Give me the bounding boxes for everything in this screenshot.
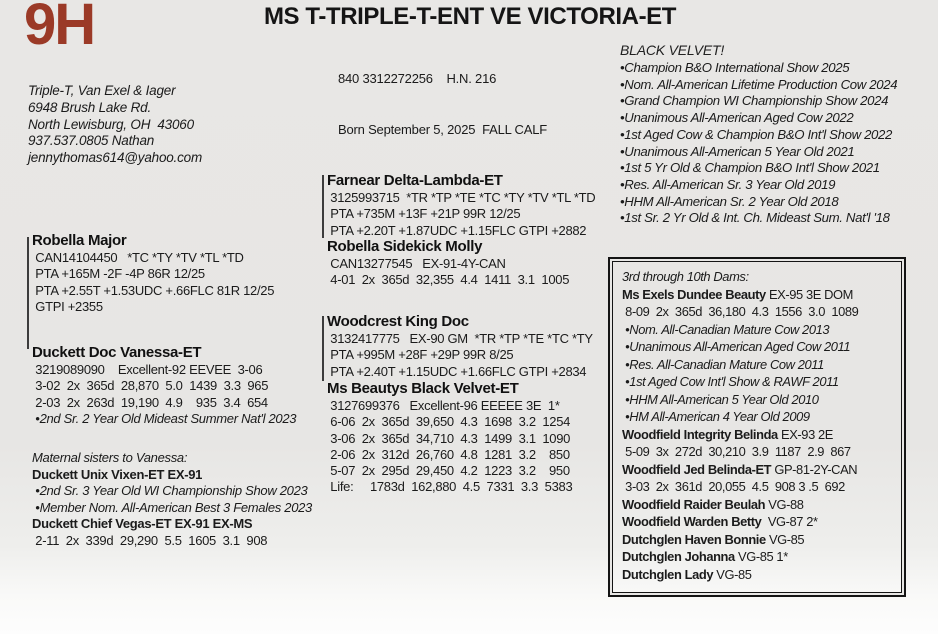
text-line: Dutchglen Haven Bonnie VG-85: [622, 531, 805, 547]
text-line: CAN13277545 EX-91-4Y-CAN: [327, 256, 506, 271]
birth-date-line: Born September 5, 2025 FALL CALF: [338, 122, 547, 137]
animal-name: Farnear Delta-Lambda-ET: [327, 172, 503, 189]
text-line: 2-03 2x 263d 19,190 4.9 935 3.4 654: [32, 394, 268, 410]
pedigree-bracket-line-dam-sire: [322, 316, 324, 381]
text-line: •2nd Sr. 2 Year Old Mideast Summer Nat'l 2023: [32, 410, 297, 426]
text-line: 3-03 2x 361d 20,055 4.5 908 3 .5 692: [622, 479, 845, 494]
pedigree-bracket-line-sire: [322, 175, 324, 238]
text-line: Triple-T, Van Exel & Iager: [28, 83, 176, 98]
text-line: 3127699376 Excellent-96 EEEEE 3E 1*: [327, 398, 560, 413]
text-line: PTA +2.40T +1.15UDC +1.66FLC GTPI +2834: [327, 363, 587, 379]
text-line: GTPI +2355: [32, 298, 103, 314]
text-line: 2-06 2x 312d 26,760 4.8 1281 3.2 850: [327, 446, 570, 462]
animal-name: Woodcrest King Doc: [327, 313, 469, 330]
text-line: 3-06 2x 365d 34,710 4.3 1499 3.1 1090: [327, 430, 571, 446]
animal-name-title: MS T-TRIPLE-T-ENT VE VICTORIA-ET: [263, 3, 677, 30]
text-line: PTA +165M -2F -4P 86R 12/25: [32, 266, 205, 282]
text-line: 3219089090 Excellent-92 EEVEE 3-06: [32, 362, 263, 377]
text-line: 3rd through 10th Dams:: [622, 269, 749, 284]
pedigree-block-sidekick-molly: [327, 238, 569, 289]
text-line: Life: 1783d 162,880 4.5 7331 3.3 5383: [327, 479, 573, 495]
pedigree-block-king-doc: [327, 313, 593, 380]
text-line: •Nom. All-Canadian Mature Cow 2013: [622, 321, 830, 337]
registration-block: [338, 36, 547, 172]
text-line: PTA +2.20T +1.87UDC +1.15FLC GTPI +2882: [327, 222, 587, 238]
text-line: Woodfield Warden Betty VG-87 2*: [622, 514, 818, 529]
highlights-heading: BLACK VELVET!: [620, 42, 725, 58]
animal-name: Duckett Doc Vanessa-ET: [32, 344, 202, 361]
text-line: •Unanimous All-American Aged Cow 2022: [620, 110, 854, 126]
highlights-list: [620, 60, 897, 227]
text-line: 6-06 2x 365d 39,650 4.3 1698 3.2 1254: [327, 414, 571, 430]
text-line: •1st 5 Yr Old & Champion B&O Int'l Show 2021: [620, 160, 880, 176]
pedigree-block-duckett-vanessa: [32, 344, 296, 427]
text-line: •Nom. All-American Lifetime Production Cow 2024: [620, 76, 898, 92]
pedigree-block-black-velvet: [327, 380, 572, 496]
text-line: •1st Sr. 2 Yr Old & Int. Ch. Mideast Sum. Nat'l '18: [620, 210, 890, 226]
text-line: •Unanimous All-American 5 Year Old 2021: [620, 143, 855, 159]
text-line: Woodfield Integrity Belinda EX-93 2E: [622, 426, 833, 442]
text-line: 2-11 2x 339d 29,290 5.5 1605 3.1 908: [32, 532, 268, 548]
text-line: •1st Aged Cow & Champion B&O Int'l Show 2022: [620, 126, 893, 142]
text-line: •Grand Champion WI Championship Show 2024: [620, 93, 889, 109]
text-line: •HHM All-American Sr. 2 Year Old 2018: [620, 193, 839, 209]
text-line: Ms Exels Dundee Beauty EX-95 3E DOM: [622, 286, 854, 302]
text-line: Dutchglen Johanna VG-85 1*: [622, 549, 788, 564]
text-line: jennythomas614@yahoo.com: [28, 150, 203, 166]
text-line: PTA +995M +28F +29P 99R 8/25: [327, 347, 514, 363]
text-line: •1st Aged Cow Int'l Show & RAWF 2011: [622, 374, 839, 389]
animal-name: Ms Beautys Black Velvet-ET: [327, 380, 519, 397]
text-line: Duckett Chief Vegas-ET EX-91 EX-MS: [32, 516, 253, 531]
text-line: •HHM All-American 5 Year Old 2010: [622, 391, 819, 407]
pedigree-block-robella-major: [32, 232, 274, 315]
text-line: North Lewisburg, OH 43060: [28, 116, 194, 132]
text-line: 937.537.0805 Nathan: [28, 133, 155, 149]
text-line: •HM All-American 4 Year Old 2009: [622, 409, 810, 424]
pedigree-block-farnear: [327, 172, 595, 239]
text-line: 4-01 2x 365d 32,355 4.4 1411 3.1 1005: [327, 272, 570, 288]
pedigree-bracket-line-left: [27, 237, 29, 349]
registration-number-line: 840 3312272256 H.N. 216: [338, 71, 497, 86]
animal-name: Robella Major: [32, 232, 127, 249]
text-line: 3132417775 EX-90 GM *TR *TP *TE *TC *TY: [327, 331, 593, 346]
text-line: 8-09 2x 365d 36,180 4.3 1556 3.0 1089: [622, 304, 859, 319]
text-line: •2nd Sr. 3 Year Old WI Championship Show 2023: [32, 483, 308, 498]
text-line: PTA +735M +13F +21P 99R 12/25: [327, 206, 521, 222]
text-line: 3-02 2x 365d 28,870 5.0 1439 3.3 965: [32, 378, 269, 394]
maternal-sisters-block: [32, 450, 312, 549]
text-line: Woodfield Jed Belinda-ET GP-81-2Y-CAN: [622, 461, 858, 477]
text-line: PTA +2.55T +1.53UDC +.66FLC 81R 12/25: [32, 282, 275, 298]
owner-contact-block: [28, 83, 202, 167]
text-line: Maternal sisters to Vanessa:: [32, 450, 188, 465]
text-line: Dutchglen Lady VG-85: [622, 566, 752, 582]
dams-box: [608, 257, 906, 597]
text-line: •Unanimous All-American Aged Cow 2011: [622, 339, 851, 354]
text-line: 6948 Brush Lake Rd.: [28, 99, 152, 115]
lot-number: 9H: [24, 0, 95, 57]
text-line: •Res. All-Canadian Mature Cow 2011: [622, 356, 824, 372]
animal-name: Robella Sidekick Molly: [327, 238, 483, 255]
text-line: Woodfield Raider Beulah VG-88: [622, 496, 804, 512]
text-line: 3125993715 *TR *TP *TE *TC *TY *TV *TL *TD: [327, 190, 596, 205]
text-line: Duckett Unix Vixen-ET EX-91: [32, 466, 203, 482]
text-line: CAN14104450 *TC *TY *TV *TL *TD: [32, 250, 244, 265]
text-line: •Res. All-American Sr. 3 Year Old 2019: [620, 176, 836, 192]
text-line: 5-09 3x 272d 30,210 3.9 1187 2.9 867: [622, 444, 851, 459]
text-line: •Champion B&O International Show 2025: [620, 60, 850, 75]
text-line: •Member Nom. All-American Best 3 Females 2023: [32, 499, 312, 515]
dams-list: [622, 268, 898, 583]
text-line: 5-07 2x 295d 29,450 4.2 1223 3.2 950: [327, 463, 570, 479]
